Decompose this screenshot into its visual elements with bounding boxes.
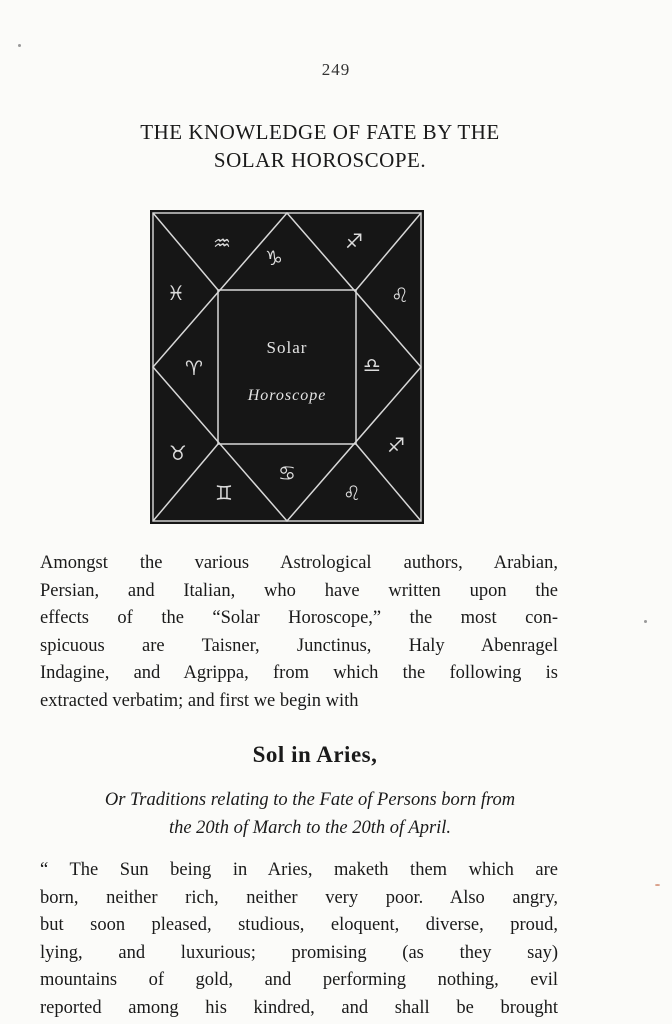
intro-paragraph (40, 550, 558, 715)
paper-speck (655, 884, 660, 886)
section-heading: Sol in Aries, (252, 742, 378, 767)
paragraph-line: effects of the “Solar Horoscope,” the most con- (40, 608, 558, 628)
paper-speck (644, 620, 647, 623)
gemini-sign-icon: ♊ (215, 481, 233, 505)
leo-sign-icon: ♌ (391, 283, 409, 307)
paragraph-line: extracted verbatim; and first we begin with (40, 690, 359, 711)
paper-speck (18, 44, 21, 47)
page-number: 249 (321, 60, 351, 79)
capricorn-sign-icon: ♑ (265, 246, 283, 270)
virgo-sign-icon: ♌ (343, 481, 361, 505)
libra-sign-icon: ♎ (363, 353, 381, 377)
solar-horoscope-figure (150, 210, 424, 524)
paragraph-line: “ The Sun being in Aries, maketh them which are (40, 860, 558, 880)
paragraph-line: spicuous are Taisner, Junctinus, Haly Abenragel (40, 635, 558, 656)
scorpio-sign-icon: ♐ (387, 433, 405, 457)
page-title (40, 118, 600, 174)
paragraph-line: but soon pleased, studious, eloquent, diverse, proud, (40, 915, 558, 935)
body-paragraph (40, 857, 558, 1022)
paragraph-line: reported among his kindred, and shall be brought (40, 997, 558, 1018)
horoscope-label-solar: Solar (266, 338, 308, 357)
paragraph-line: born, neither rich, neither very poor. Also angry, (40, 887, 558, 908)
aquarius-sign-icon: ♒ (213, 231, 231, 255)
paragraph-line: mountains of gold, and performing nothing, evil (40, 970, 558, 990)
paragraph-line: lying, and luxurious; promising (as they say) (40, 942, 558, 963)
sagittarius-sign-icon: ♐ (345, 229, 363, 253)
horoscope-chart (150, 210, 424, 524)
taurus-sign-icon: ♉ (169, 441, 187, 465)
paragraph-line: Indagine, and Agrippa, from which the following is (40, 663, 558, 683)
section-subtitle (30, 786, 590, 842)
title-line-2: SOLAR HOROSCOPE. (213, 148, 427, 172)
paragraph-line: Amongst the various Astrological authors, Arabian, (40, 553, 558, 573)
pisces-sign-icon: ♓ (167, 281, 185, 305)
cancer-sign-icon: ♋ (278, 461, 296, 485)
paragraph-line: Persian, and Italian, who have written upon the (40, 580, 558, 601)
title-line-1: THE KNOWLEDGE OF FATE BY THE (140, 120, 500, 144)
subtitle-line-2: the 20th of March to the 20th of April. (168, 818, 452, 838)
aries-sign-icon: ♈ (185, 356, 203, 380)
horoscope-label-horoscope: Horoscope (247, 387, 327, 404)
subtitle-line-1: Or Traditions relating to the Fate of Persons born from (104, 790, 516, 810)
